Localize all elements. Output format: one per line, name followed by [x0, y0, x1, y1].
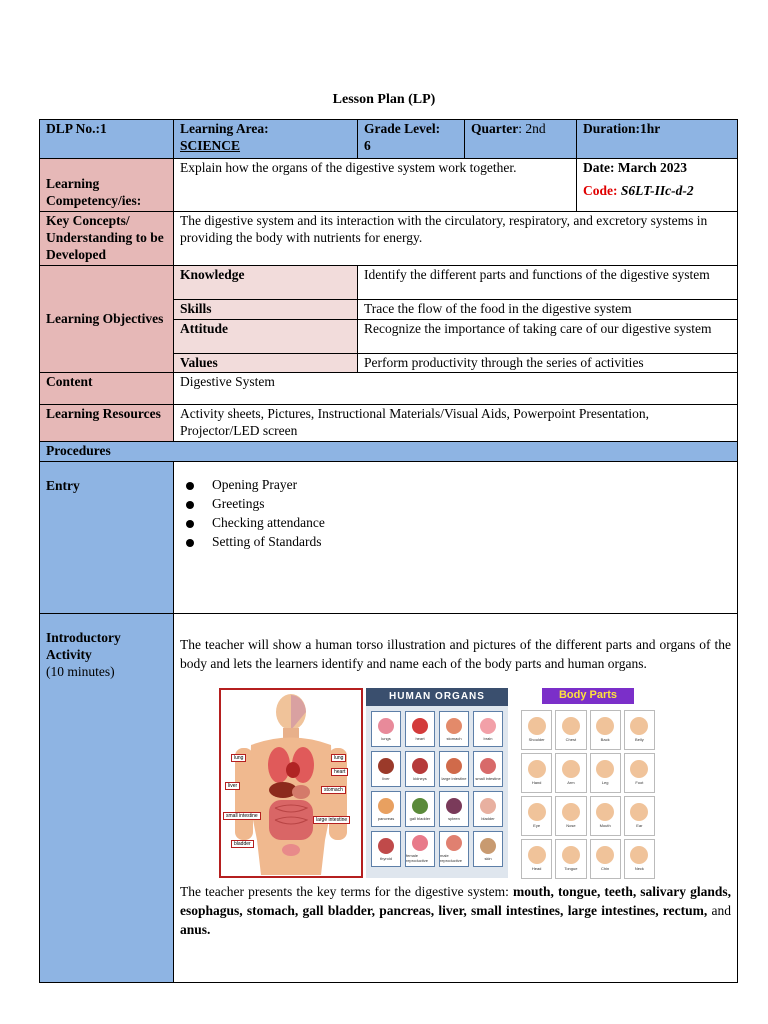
dlp-number: DLP No.:1	[40, 120, 174, 159]
organ-icon	[412, 758, 428, 774]
body-part-label: Foot	[635, 780, 644, 786]
bullet-icon	[186, 501, 194, 509]
objective-value: Identify the different parts and functions of the digestive system	[358, 265, 738, 299]
organ-card	[371, 711, 401, 747]
code-line	[583, 183, 731, 200]
intro-time: (10 minutes)	[46, 663, 115, 679]
body-part-card	[590, 839, 621, 879]
organ-label: pancreas	[377, 815, 395, 821]
organ-label: spleen	[448, 815, 460, 821]
body-part-card	[590, 710, 621, 750]
organ-icon	[480, 798, 496, 814]
torso-illustration	[219, 688, 363, 878]
body-part-icon	[528, 803, 546, 821]
illustrations	[180, 688, 731, 883]
body-part-label: Nose	[566, 823, 576, 829]
body-part-icon	[528, 717, 546, 735]
torso-label: large intestine	[313, 816, 350, 824]
organ-label: brain	[483, 735, 493, 741]
body-part-card	[521, 796, 552, 836]
organ-card	[439, 791, 469, 827]
objective-value: Perform productivity through the series of activities	[358, 353, 738, 373]
procedures-row	[40, 442, 738, 462]
parts-grid	[517, 704, 659, 879]
torso-label: stomach	[321, 786, 346, 794]
organ-card	[405, 831, 435, 867]
body-part-card	[590, 753, 621, 793]
objective-key: Skills	[174, 299, 358, 319]
organ-label: male reproductive	[440, 853, 463, 864]
bullet-icon	[186, 539, 194, 547]
body-part-label: Ear	[636, 823, 643, 829]
procedures-heading: Procedures	[40, 442, 738, 462]
body-part-icon	[630, 717, 648, 735]
objective-row	[40, 265, 738, 299]
resources-row	[40, 405, 738, 442]
objective-key: Attitude	[174, 319, 358, 353]
organ-icon	[446, 798, 462, 814]
intro-label: Introductory Activity	[46, 630, 121, 662]
intro-text: The teacher will show a human torso illustration and pictures of the different parts and organs of the body and lets the learners identify and name each of the body parts and human organs.	[180, 637, 731, 671]
code-value: S6LT-IIc-d-2	[620, 182, 694, 198]
body-part-label: Tongue	[564, 866, 578, 872]
body-part-card	[555, 753, 586, 793]
organ-card	[405, 711, 435, 747]
organ-card	[473, 791, 503, 827]
body-part-card	[624, 753, 655, 793]
organ-icon	[446, 835, 462, 851]
grade-label: Grade Level:	[364, 121, 441, 136]
body-part-label: Arm	[567, 780, 575, 786]
body-part-label: Belly	[635, 737, 644, 743]
list-item: Setting of Standards	[184, 534, 731, 553]
objective-value: Trace the flow of the food in the digestive system	[358, 299, 738, 319]
body-part-label: Head	[531, 866, 542, 872]
body-part-icon	[562, 717, 580, 735]
intro-row	[40, 614, 738, 983]
grade-value: 6	[364, 137, 371, 153]
competency-label: Learning Competency/ies:	[40, 159, 174, 212]
organ-icon	[378, 758, 394, 774]
organ-label: kidneys	[413, 775, 427, 781]
organ-card	[473, 751, 503, 787]
body-part-label: Shoulder	[528, 737, 545, 743]
body-part-card	[555, 839, 586, 879]
body-part-card	[624, 710, 655, 750]
torso-label: lung	[331, 754, 346, 762]
organ-label: bladder	[481, 815, 495, 821]
organ-card	[439, 831, 469, 867]
bullet-icon	[186, 520, 194, 528]
objective-key: Values	[174, 353, 358, 373]
organ-card	[371, 791, 401, 827]
body-part-label: Chest	[565, 737, 577, 743]
organ-label: heart	[415, 735, 425, 741]
body-part-label: Leg	[601, 780, 609, 786]
objective-key: Knowledge	[174, 265, 358, 299]
organ-card	[371, 831, 401, 867]
competency-row	[40, 159, 738, 212]
organ-label: liver	[382, 775, 390, 781]
resources-text: Activity sheets, Pictures, Instructional Materials/Visual Aids, Powerpoint Presentation, Projector/LED screen	[174, 405, 738, 442]
header-row	[40, 120, 738, 159]
body-part-card	[521, 710, 552, 750]
organ-label: thyroid	[379, 855, 392, 861]
learning-area-label: Learning Area:	[180, 121, 269, 136]
organ-icon	[378, 798, 394, 814]
organ-label: lungs	[381, 735, 391, 741]
torso-label: heart	[331, 768, 348, 776]
organ-label: stomach	[446, 735, 462, 741]
organ-card	[473, 831, 503, 867]
organ-icon	[480, 718, 496, 734]
organs-grid	[366, 706, 508, 872]
organ-icon	[480, 838, 496, 854]
lesson-plan-table	[39, 119, 738, 983]
body-part-icon	[562, 760, 580, 778]
entry-list	[184, 477, 731, 553]
key-terms-list: mouth, tongue, teeth, salivary glands, esophagus, stomach, gall bladder, pancreas, liver, small intestines, large intestines, rectum,	[180, 883, 731, 918]
organ-icon	[412, 718, 428, 734]
quarter-label: Quarter	[471, 121, 519, 136]
content-label: Content	[40, 373, 174, 405]
body-part-icon	[528, 846, 546, 864]
body-part-icon	[562, 846, 580, 864]
organ-label: large intestine	[441, 775, 467, 781]
body-part-card	[590, 796, 621, 836]
body-part-card	[555, 796, 586, 836]
body-part-label: Hand	[531, 780, 542, 786]
body-part-icon	[562, 803, 580, 821]
duration: Duration:1hr	[577, 120, 738, 159]
content-text: Digestive System	[174, 373, 738, 405]
learning-area-value: SCIENCE	[180, 137, 241, 153]
code-label: Code:	[583, 182, 618, 198]
resources-label: Learning Resources	[40, 405, 174, 442]
body-part-label: Back	[600, 737, 610, 743]
organ-label: skin	[484, 855, 492, 861]
date-code-cell	[577, 159, 738, 212]
organ-icon	[378, 718, 394, 734]
key-terms-intro: The teacher presents the key terms for the digestive system:	[180, 883, 509, 899]
quarter-value: : 2nd	[518, 121, 546, 136]
organ-label: gall bladder	[409, 815, 431, 821]
page-title: Lesson Plan (LP)	[332, 92, 436, 107]
body-part-card	[555, 710, 586, 750]
torso-label: bladder	[231, 840, 254, 848]
body-part-icon	[596, 846, 614, 864]
entry-row	[40, 462, 738, 614]
body-part-icon	[596, 803, 614, 821]
key-terms-and: and	[711, 902, 731, 918]
human-organs-chart	[366, 688, 508, 878]
list-item: Greetings	[184, 496, 731, 515]
body-parts-chart	[517, 688, 659, 878]
key-terms-last: anus.	[180, 921, 211, 937]
body-part-label: Neck	[634, 866, 644, 872]
key-concepts-label: Key Concepts/ Understanding to be Developed	[40, 212, 174, 266]
organ-card	[439, 711, 469, 747]
body-part-card	[521, 839, 552, 879]
entry-content	[174, 462, 738, 614]
organ-card	[371, 751, 401, 787]
body-part-card	[624, 796, 655, 836]
body-part-card	[521, 753, 552, 793]
torso-label: small intestine	[223, 812, 261, 820]
bullet-icon	[186, 482, 194, 490]
torso-label: liver	[225, 782, 240, 790]
organ-label: small intestine	[475, 775, 501, 781]
organ-icon	[412, 798, 428, 814]
competency-text: Explain how the organs of the digestive system work together.	[174, 159, 577, 212]
body-part-icon	[630, 846, 648, 864]
learning-area	[174, 120, 358, 159]
list-item: Checking attendance	[184, 515, 731, 534]
body-part-card	[624, 839, 655, 879]
grade-level	[358, 120, 465, 159]
body-part-icon	[630, 760, 648, 778]
key-concepts-row	[40, 212, 738, 266]
organ-card	[405, 791, 435, 827]
body-part-label: Eye	[533, 823, 541, 829]
quarter	[465, 120, 577, 159]
body-part-icon	[630, 803, 648, 821]
list-item: Opening Prayer	[184, 477, 731, 496]
body-part-label: Chin	[601, 866, 610, 872]
entry-label: Entry	[46, 478, 80, 493]
intro-cell	[40, 614, 174, 983]
organ-icon	[480, 758, 496, 774]
organ-card	[439, 751, 469, 787]
intro-content	[174, 614, 738, 983]
organ-icon	[378, 838, 394, 854]
organ-icon	[446, 718, 462, 734]
objectives-label: Learning Objectives	[40, 265, 174, 373]
parts-title: Body Parts	[542, 688, 634, 704]
content-row	[40, 373, 738, 405]
organ-label: female reproductive	[406, 853, 429, 864]
organ-card	[405, 751, 435, 787]
organs-title: HUMAN ORGANS	[366, 688, 508, 707]
key-concepts-text: The digestive system and its interaction with the circulatory, respiratory, and excretory systems in providing the body with nutrients for energy.	[174, 212, 738, 266]
key-terms-paragraph	[180, 883, 731, 940]
torso-figure	[221, 690, 361, 876]
organ-icon	[446, 758, 462, 774]
date-text: Date: March 2023	[583, 160, 687, 175]
body-part-icon	[596, 717, 614, 735]
body-part-icon	[596, 760, 614, 778]
body-part-label: Mouth	[599, 823, 611, 829]
organ-card	[473, 711, 503, 747]
body-part-icon	[528, 760, 546, 778]
torso-label: lung	[231, 754, 246, 762]
organ-icon	[412, 835, 428, 851]
entry-cell	[40, 462, 174, 614]
objective-value: Recognize the importance of taking care of our digestive system	[358, 319, 738, 353]
